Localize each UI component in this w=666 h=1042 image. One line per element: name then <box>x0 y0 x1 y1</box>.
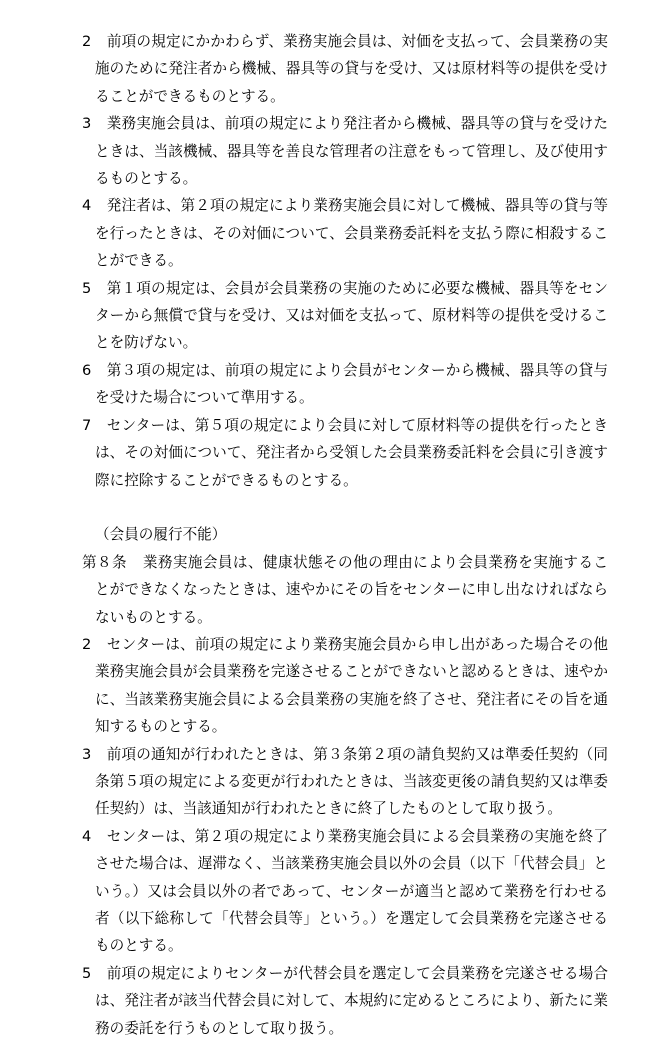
clause-number: 6 <box>82 361 92 379</box>
clause-paragraph <box>82 357 608 412</box>
clause-number: 4 <box>82 197 92 215</box>
clause-paragraph <box>82 412 608 494</box>
clause-text: 前項の規定によりセンターが代替会員を選定して会員業務を完遂させる場合は、発注者が該当代替会員に対して、本規約に定めるところにより、新たに業務の委託を行うものとして取り扱う。 <box>95 964 608 1037</box>
clause-number: 3 <box>82 745 92 763</box>
clause-paragraph <box>82 28 608 110</box>
clause-paragraph <box>82 192 608 274</box>
clause-number: 3 <box>82 115 92 133</box>
clause-text: 業務実施会員は、前項の規定により発注者から機械、器具等の貸与を受けたときは、当該機械、器具等を善良な管理者の注意をもって管理し、及び使用するものとする。 <box>95 115 608 188</box>
clause-number: 7 <box>82 416 92 434</box>
clause-paragraph <box>82 110 608 192</box>
clause-number: 2 <box>82 33 92 50</box>
article-number: 第８条 <box>82 553 128 571</box>
clause-number: 5 <box>82 964 92 982</box>
clause-number: 2 <box>82 635 92 653</box>
clause-paragraph <box>82 741 608 823</box>
article-text: 業務実施会員は、健康状態その他の理由により会員業務を実施することができなくなったときは、速やかにその旨をセンターに申し出なければならないものとする。 <box>95 553 608 626</box>
clause-paragraph <box>82 275 608 357</box>
clause-text: 第１項の規定は、会員が会員業務の実施のために必要な機械、器具等をセンターから無償で貸与を受け、又は対価を支払って、原材料等の提供を受けることを防げない。 <box>95 279 608 352</box>
clause-text: 第３項の規定は、前項の規定により会員がセンターから機械、器具等の貸与を受けた場合について準用する。 <box>95 361 608 407</box>
section-heading-text: （会員の履行不能） <box>95 526 227 544</box>
clause-text: センターは、第５項の規定により会員に対して原材料等の提供を行ったときは、その対価について、発注者から受領した会員業務委託料を会員に引き渡す際に控除することができるものとする。 <box>95 416 608 489</box>
section-heading <box>82 521 608 548</box>
clause-paragraph <box>82 823 608 960</box>
clause-number: 5 <box>82 279 92 297</box>
article-paragraph <box>82 549 608 631</box>
clause-number: 4 <box>82 827 92 845</box>
document-body <box>82 28 608 1042</box>
clause-text: 前項の通知が行われたときは、第３条第２項の請負契約又は準委任契約（同条第５項の規定による変更が行われたときは、当該変更後の請負契約又は準委任契約）は、当該通知が行われたときに終了したものとして取り扱う。 <box>95 745 608 818</box>
clause-text: 前項の規定にかかわらず、業務実施会員は、対価を支払って、会員業務の実施のために発注者から機械、器具等の貸与を受け、又は原材料等の提供を受けることができるものとする。 <box>95 33 608 105</box>
clause-paragraph <box>82 631 608 741</box>
clause-paragraph <box>82 960 608 1042</box>
clause-text: 発注者は、第２項の規定により業務実施会員に対して機械、器具等の貸与等を行ったときは、その対価について、会員業務委託料を支払う際に相殺することができる。 <box>95 197 608 270</box>
clause-text: センターは、前項の規定により業務実施会員から申し出があった場合その他業務実施会員が会員業務を完遂させることができないと認めるときは、速やかに、当該業務実施会員による会員業務の実施を終了させ、発注者にその旨を通知するものとする。 <box>95 635 608 736</box>
paragraph-spacer <box>82 494 608 521</box>
clause-text: センターは、第２項の規定により業務実施会員による会員業務の実施を終了させた場合は、遅滞なく、当該業務実施会員以外の会員（以下「代替会員」という。）又は会員以外の者であって、センターが適当と認めて業務を行わせる者（以下総称して「代替会員等」という。）を選定して会員業務を完遂させるものとする。 <box>95 827 608 955</box>
